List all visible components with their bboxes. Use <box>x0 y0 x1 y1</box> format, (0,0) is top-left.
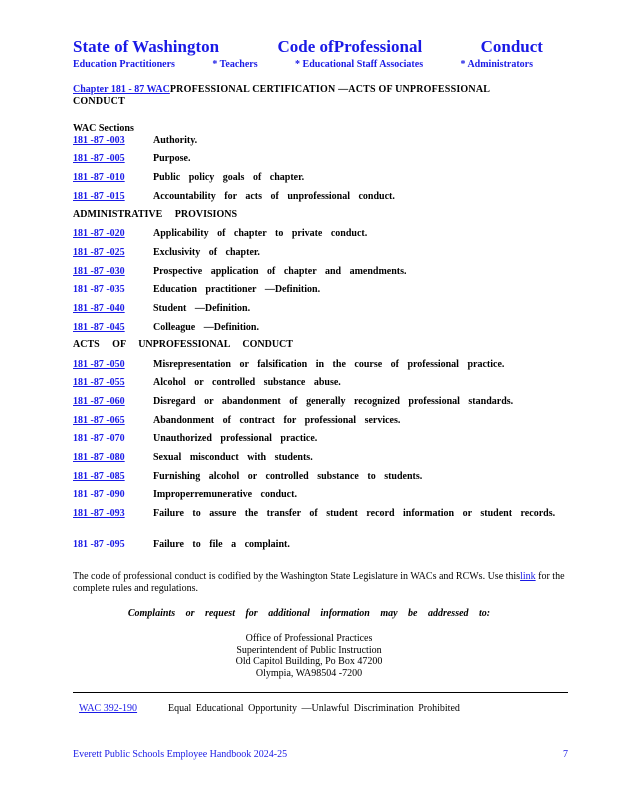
section-code-link[interactable]: 181 -87 -005 <box>73 153 125 164</box>
address-line: Olympia, WA98504 -7200 <box>255 667 363 679</box>
section-code-link[interactable]: 181 -87 -085 <box>73 471 125 482</box>
section-description: Abandonment of contract for professional services. <box>153 415 401 426</box>
section-description: Public policy goals of chapter. <box>153 172 305 183</box>
section-description: Failure to file a complaint. <box>153 539 290 550</box>
section-description: Exclusivity of chapter. <box>153 247 260 258</box>
document-subtitle <box>73 59 533 70</box>
section-description: Accountability for acts of unprofessional conduct. <box>153 191 395 202</box>
section-description: Improperremunerative conduct. <box>153 489 297 500</box>
section-code-link: 181 -87 -090 <box>73 489 125 500</box>
section-description: Student —Definition. <box>153 303 251 314</box>
handbook-title: Everett Public Schools Employee Handbook 2024-25 <box>73 749 288 760</box>
section-code-link[interactable]: 181 -87 -040 <box>73 303 125 314</box>
section-code-link[interactable]: 181 -87 -050 <box>73 359 125 370</box>
sections-label: WAC Sections <box>73 123 134 134</box>
address-line: Old Capitol Building, Po Box 47200 <box>235 656 383 667</box>
heading-administrative: ADMINISTRATIVE PROVISIONS <box>73 209 238 220</box>
address-line: Superintendent of Public Instruction <box>236 644 382 656</box>
note-link[interactable]: link <box>520 571 536 582</box>
section-code-link[interactable]: 181 -87 -065 <box>73 415 125 426</box>
page-footer <box>73 749 568 760</box>
section-description: Unauthorized professional practice. <box>153 433 318 444</box>
section-description: Purpose. <box>153 153 191 164</box>
section-code-link[interactable]: 181 -87 -015 <box>73 191 125 202</box>
section-code-link[interactable]: 181 -87 -045 <box>73 322 125 333</box>
section-description: Alcohol or controlled substance abuse. <box>153 377 341 388</box>
heading-acts: ACTS OF UNPROFESSIONAL CONDUCT <box>73 339 293 350</box>
subtitle-part: * Educational Staff Associates <box>295 59 424 70</box>
address-block <box>0 633 618 679</box>
section-code-link: 181 -87 -095 <box>73 539 125 550</box>
section-description: Furnishing alcohol or controlled substance to students. <box>153 471 423 482</box>
note-text-after: for the complete rules and regulations. <box>73 571 565 594</box>
section-description: Sexual misconduct with students. <box>153 452 313 463</box>
section-description: Failure to assure the transfer of student record information or student records. <box>153 508 556 519</box>
section-code-link[interactable]: 181 -87 -080 <box>73 452 125 463</box>
address-line: Office of Professional Practices <box>245 633 373 644</box>
wac-392-190-link[interactable]: WAC 392-190 <box>79 703 138 714</box>
section-code-link[interactable]: 181 -87 -055 <box>73 377 125 388</box>
title-part: Code of <box>277 37 334 56</box>
document-title <box>73 37 543 57</box>
complaints-line: Complaints or request for additional information may be addressed to: <box>127 608 491 619</box>
title-part <box>278 37 423 57</box>
horizontal-rule <box>73 692 568 693</box>
section-description: Disregard or abandonment of generally recognized professional standards. <box>153 396 514 407</box>
section-description: Prospective application of chapter and amendments. <box>153 266 407 277</box>
subtitle-part: * Administrators <box>460 59 533 70</box>
title-part: State of Washington <box>73 37 220 56</box>
section-description: Colleague —Definition. <box>153 322 259 333</box>
section-description: Applicability of chapter to private conduct. <box>153 228 368 239</box>
section-code-link[interactable]: 181 -87 -025 <box>73 247 125 258</box>
section-code-link[interactable]: 181 -87 -060 <box>73 396 125 407</box>
chapter-heading <box>73 84 543 108</box>
section-code-link[interactable]: 181 -87 -030 <box>73 266 125 277</box>
chapter-title: PROFESSIONAL CERTIFICATION —ACTS OF UNPROFESSIONAL CONDUCT <box>73 84 490 107</box>
section-code-link[interactable]: 181 -87 -020 <box>73 228 125 239</box>
section-description: Education practitioner —Definition. <box>153 284 321 295</box>
section-code-link[interactable]: 181 -87 -093 <box>73 508 125 519</box>
section-code-link: 181 -87 -035 <box>73 284 125 295</box>
section-code-link: 181 -87 -070 <box>73 433 125 444</box>
page-number: 7 <box>563 749 568 760</box>
note-text: The code of professional conduct is codified by the Washington State Legislature in WACs and RCWs. Use this <box>73 571 521 582</box>
title-part: Conduct <box>480 37 543 56</box>
section-code-link[interactable]: 181 -87 -010 <box>73 172 125 183</box>
title-part: Professional <box>333 37 423 56</box>
section-code-link[interactable]: 181 -87 -003 <box>73 135 125 146</box>
section-description: Authority. <box>153 135 198 146</box>
codification-note <box>73 571 568 595</box>
section-description: Misrepresentation or falsification in the course of professional practice. <box>153 359 505 370</box>
subtitle-part: * Teachers <box>212 59 258 70</box>
chapter-link[interactable]: Chapter 181 - 87 WAC <box>73 84 170 95</box>
subtitle-part: Education Practitioners <box>73 59 175 70</box>
footer-ref-text: Equal Educational Opportunity —Unlawful Discrimination Prohibited <box>168 703 460 714</box>
